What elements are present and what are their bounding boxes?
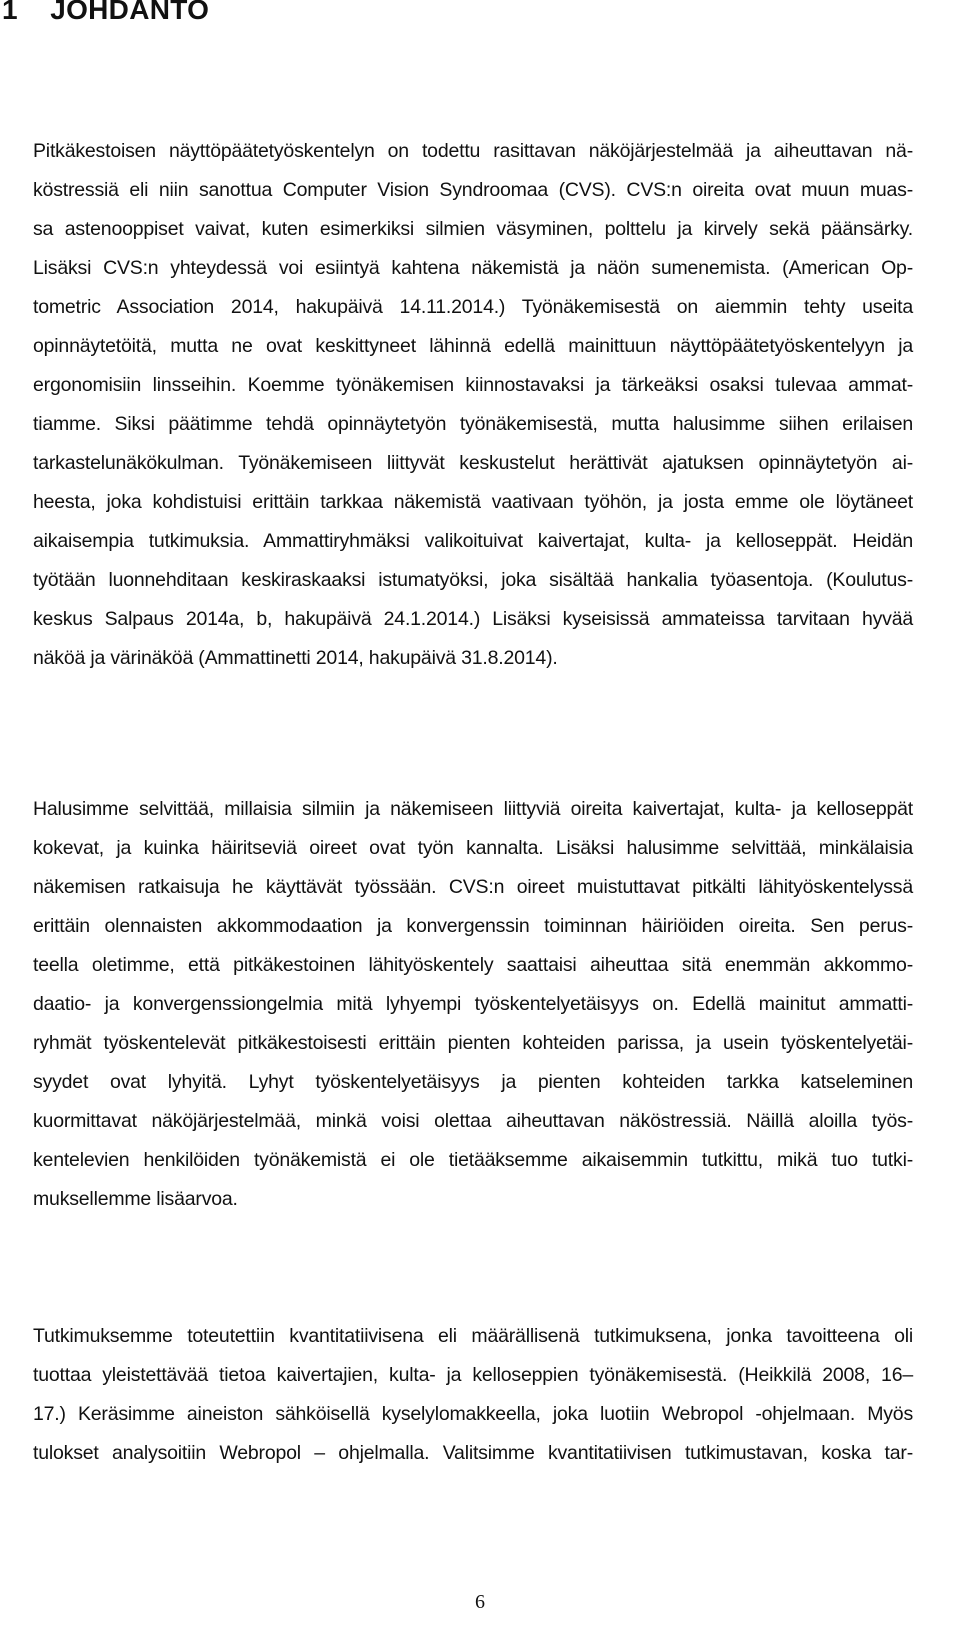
paragraph-line: syydet ovat lyhyitä. Lyhyt työskentelyetäisyys ja pienten kohteiden tarkka katseleminen — [33, 1071, 913, 1093]
chapter-title: JOHDANTO — [50, 0, 210, 25]
paragraph-line: Halusimme selvittää, millaisia silmiin ja näkemiseen liittyviä oireita kaivertajat, kulta- ja kelloseppät — [33, 798, 913, 820]
paragraph-line: sa astenooppiset vaivat, kuten esimerkiksi silmien väsyminen, polttelu ja kirvely sekä päänsärky. — [33, 218, 913, 240]
paragraph-line: kentelevien henkilöiden työnäkemistä ei ole tietääksemme aikaisemmin tutkittu, mikä tuo tutki- — [33, 1149, 913, 1171]
paragraph-line: tometric Association 2014, hakupäivä 14.11.2014.) Työnäkemisestä on aiemmin tehty useita — [33, 296, 913, 318]
page-number: 6 — [475, 1591, 485, 1613]
paragraph-line: tiamme. Siksi päätimme tehdä opinnäytetyön työnäkemisestä, mutta halusimme siihen erilaisen — [33, 413, 913, 435]
paragraph-line: keskus Salpaus 2014a, b, hakupäivä 24.1.2014.) Lisäksi kyseisissä ammateissa tarvitaan hyvää — [33, 608, 913, 630]
paragraph-line: ryhmät työskentelevät pitkäkestoisesti erittäin pienten kohteiden parissa, ja usein työskentelyetäi- — [33, 1032, 913, 1054]
paragraph-line: Tutkimuksemme toteutettiin kvantitatiivisena eli määrällisenä tutkimuksena, jonka tavoitteena oli — [33, 1325, 913, 1347]
paragraph-line: näkemisen ratkaisuja he käyttävät työssään. CVS:n oireet muistuttavat pitkälti lähityöskentelyssä — [33, 876, 913, 898]
chapter-number: 1 — [2, 0, 18, 25]
paragraph-line: 17.) Keräsimme aineiston sähköisellä kyselylomakkeella, joka luotiin Webropol -ohjelmaan. Myös — [33, 1403, 913, 1425]
paragraph-line: ergonomisiin linsseihin. Koemme työnäkemisen kiinnostavaksi ja tärkeäksi osaksi tulevaa ammat- — [33, 374, 913, 396]
paragraph-line: köstressiä eli niin sanottua Computer Vision Syndroomaa (CVS). CVS:n oireita ovat muun muas- — [33, 179, 913, 201]
paragraph-line: kuormittavat näköjärjestelmää, minkä voisi olettaa aiheuttavan näköstressiä. Näillä aloilla työs- — [33, 1110, 913, 1132]
paragraph-line: Lisäksi CVS:n yhteydessä voi esiintyä kahtena näkemistä ja näön sumenemista. (American Op- — [33, 257, 913, 279]
paragraph-line: tulokset analysoitiin Webropol – ohjelmalla. Valitsimme kvantitatiivisen tutkimustavan, koska tar- — [33, 1442, 913, 1464]
paragraph-line: opinnäytetöitä, mutta ne ovat keskittyneet lähinnä edellä mainittuun näyttöpäätetyöskentelyyn ja — [33, 335, 913, 357]
chapter-heading — [2, 0, 209, 26]
paragraph-line: erittäin olennaisten akkommodaation ja konvergenssin toiminnan häiriöiden oireita. Sen perus- — [33, 915, 913, 937]
paragraph-line: heesta, joka kohdistuisi erittäin tarkkaa näkemistä vaativaan työhön, ja josta emme ole löytäneet — [33, 491, 913, 513]
paragraph-line: näköä ja värinäköä (Ammattinetti 2014, hakupäivä 31.8.2014). — [33, 647, 558, 669]
paragraph-line: tarkastelunäkökulman. Työnäkemiseen liittyvät keskustelut herättivät ajatuksen opinnäytetyön ai- — [33, 452, 913, 474]
paragraph-line: Pitkäkestoisen näyttöpäätetyöskentelyn on todettu rasittavan näköjärjestelmää ja aiheuttavan nä- — [33, 140, 913, 162]
paragraph-2 — [33, 790, 913, 1219]
paragraph-1 — [33, 132, 913, 678]
paragraph-3 — [33, 1317, 913, 1473]
paragraph-line: muksellemme lisäarvoa. — [33, 1188, 238, 1210]
paragraph-line: tuottaa yleistettävää tietoa kaivertajien, kulta- ja kelloseppien työnäkemisestä. (Heikkilä 2008, 16– — [33, 1364, 913, 1386]
paragraph-line: aikaisempia tutkimuksia. Ammattiryhmäksi valikoituivat kaivertajat, kulta- ja kelloseppät. Heidän — [33, 530, 913, 552]
paragraph-line: teella oletimme, että pitkäkestoinen lähityöskentely saattaisi aiheuttaa sitä enemmän akkommo- — [33, 954, 913, 976]
paragraph-line: daatio- ja konvergenssiongelmia mitä lyhyempi työskentelyetäisyys on. Edellä mainitut ammatti- — [33, 993, 913, 1015]
paragraph-line: kokevat, ja kuinka häiritseviä oireet ovat työn kannalta. Lisäksi halusimme selvittää, minkälaisia — [33, 837, 913, 859]
paragraph-line: työtään luonnehditaan keskiraskaaksi istumatyöksi, joka sisältää hankalia työasentoja. (Koulutus- — [33, 569, 913, 591]
